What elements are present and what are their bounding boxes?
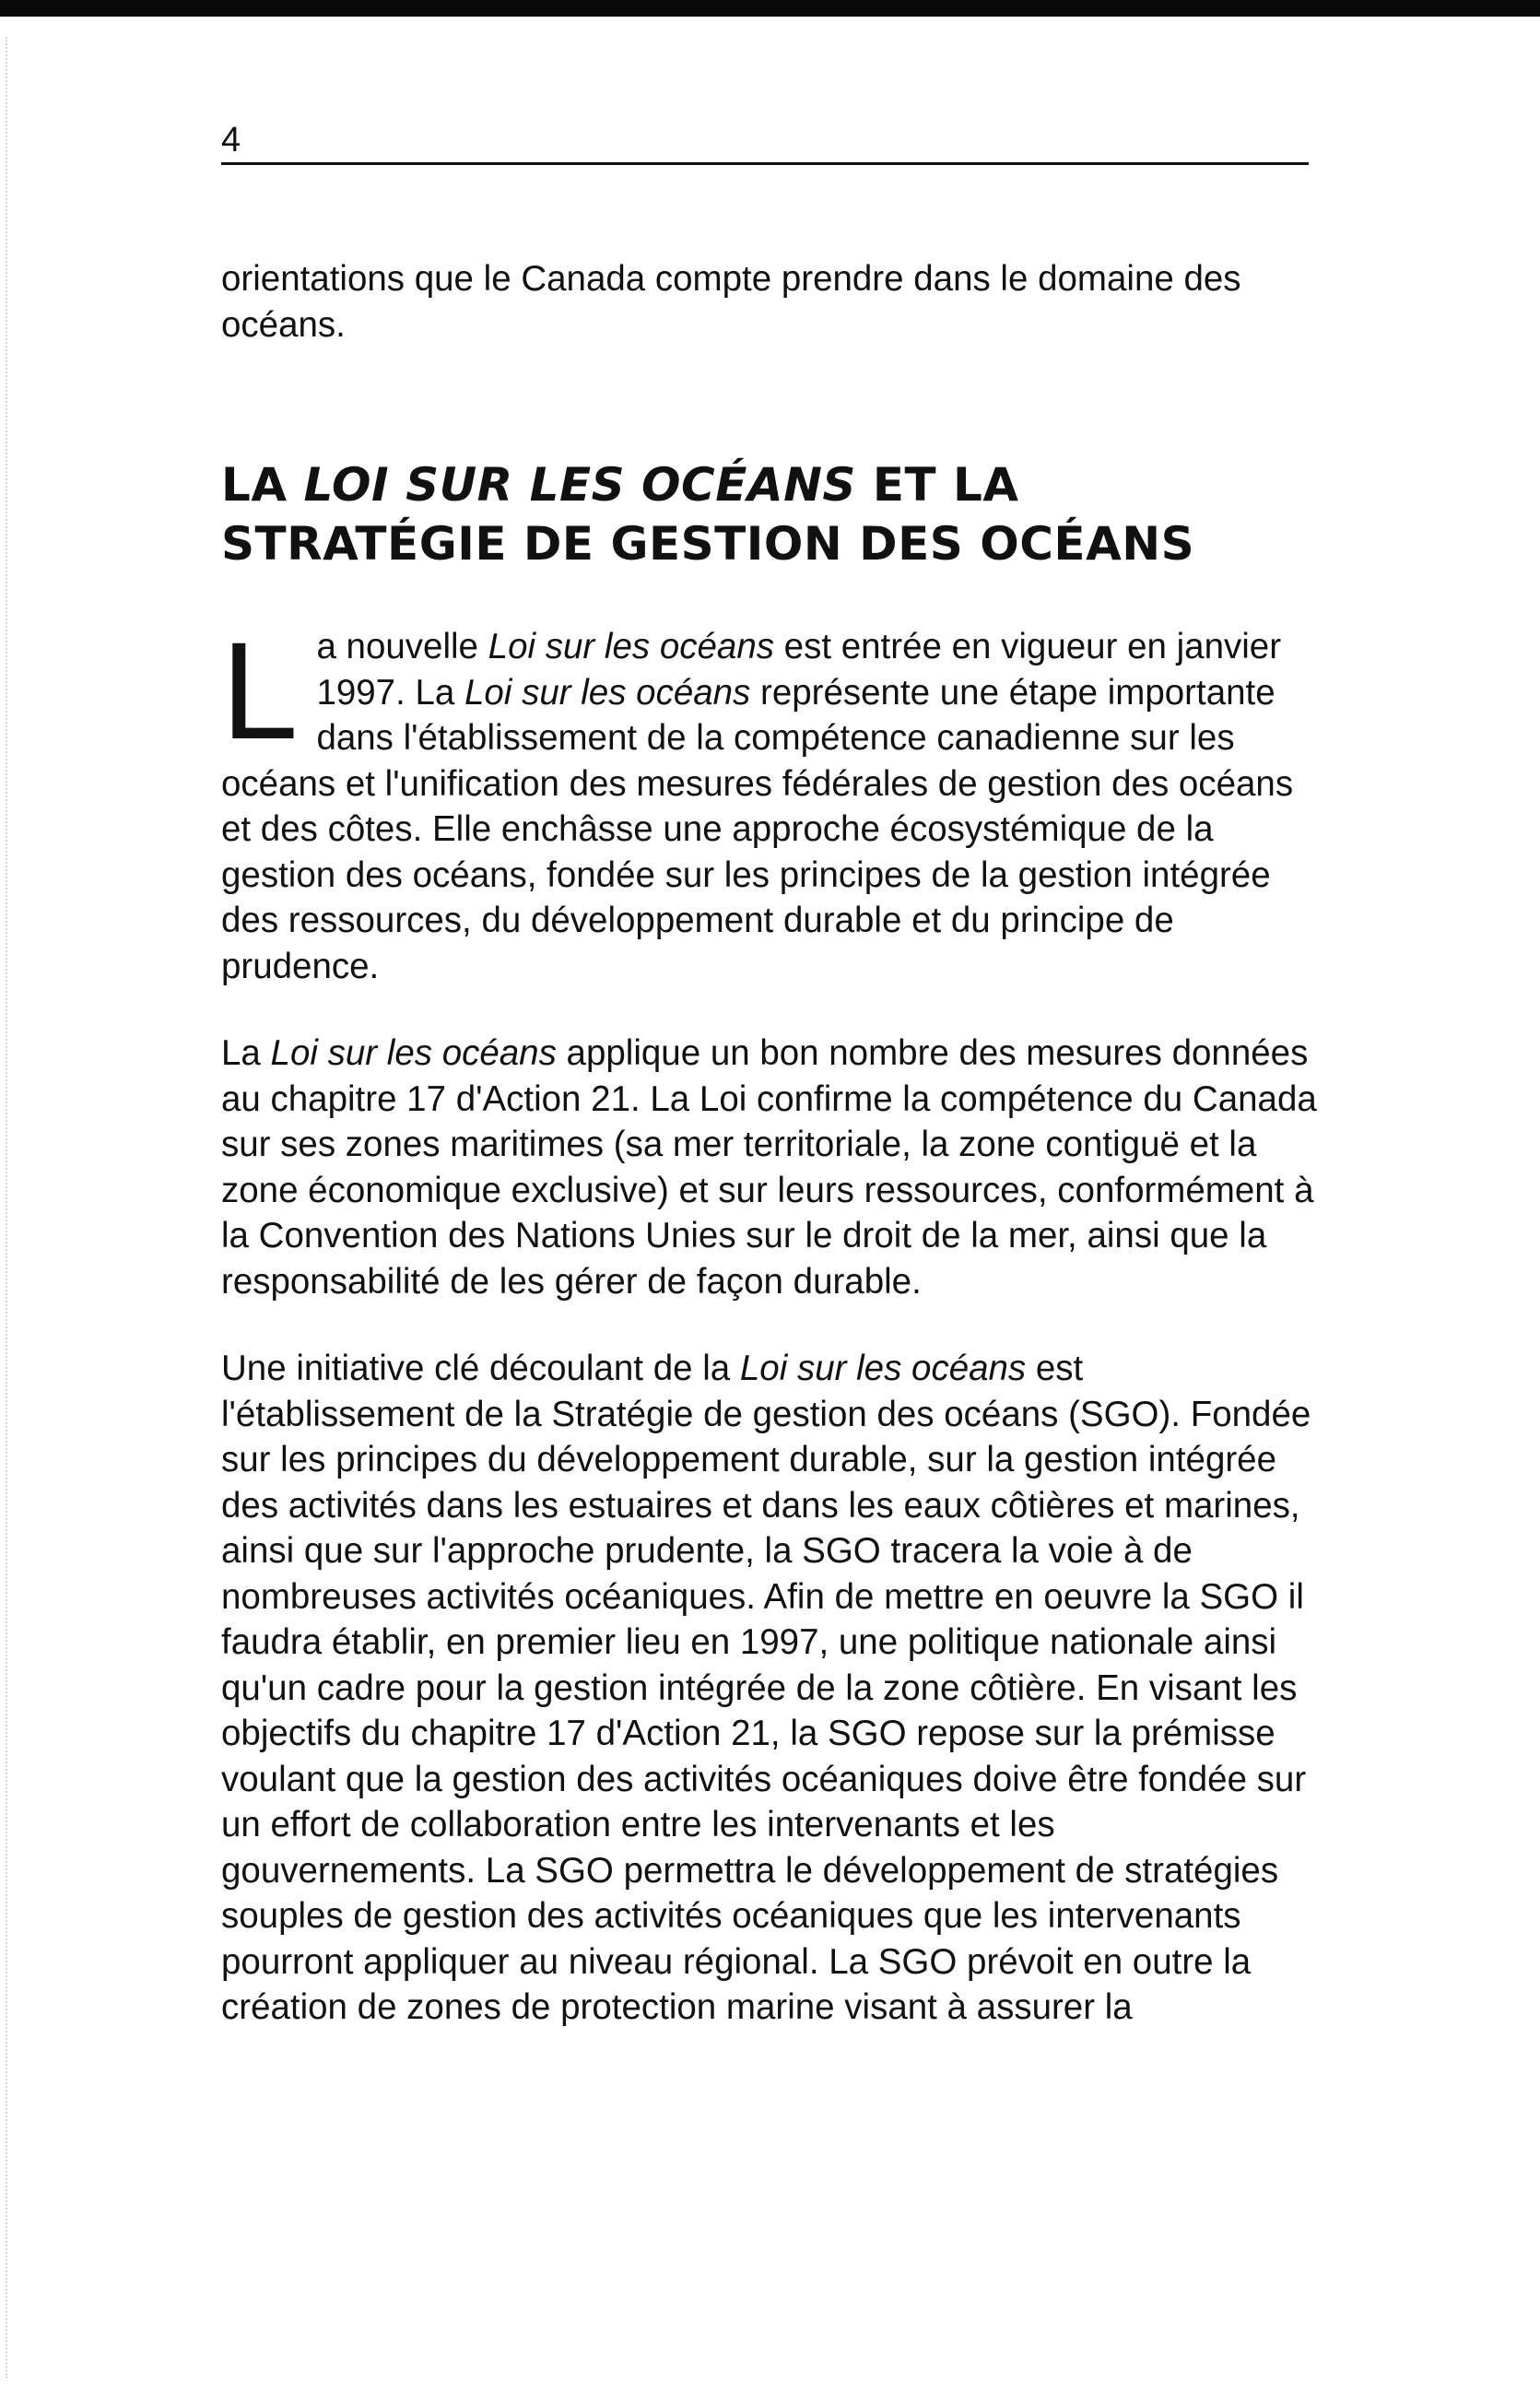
paragraph-3-italic-1: Loi sur les océans <box>739 1349 1027 1388</box>
intro-paragraph: orientations que le Canada compte prendre dans le domaine des océans. <box>221 259 1241 345</box>
paragraph-1-italic-2: Loi sur les océans <box>464 672 751 713</box>
drop-cap: L <box>221 613 299 768</box>
heading-line-1-end: ET LA <box>855 458 1019 512</box>
paragraph-2 <box>221 1031 1318 1304</box>
paragraph-1-text-2: est entrée en vigueur en janvier 1997. La <box>316 627 1282 713</box>
scan-top-border <box>0 0 1540 17</box>
paragraph-2-text-1: La <box>221 1033 271 1073</box>
page-header-rule <box>221 118 1309 165</box>
paragraph-3 <box>221 1346 1318 2031</box>
paragraph-2-italic-1: Loi sur les océans <box>270 1033 557 1073</box>
heading-line-1 <box>221 455 1318 514</box>
page-body <box>221 256 1318 2072</box>
heading-line-1-italic: LOI SUR LES OCÉANS <box>303 458 856 512</box>
paragraph-2-text-2: applique un bon nombre des mesures données au chapitre 17 d'Action 21. La Loi confirme la compétence du Canada sur ses zones maritimes (sa mer territoriale, la zone contiguë et la zone économique exclusive) et sur leurs ressources, conformément à la Convention des Nations Unies sur le droit de la mer, ainsi que la responsabilité de les gérer de façon durable. <box>221 1033 1317 1302</box>
paragraph-1-text-3: représente une étape importante dans l'établissement de la compétence canadienne sur les océans et l'unification des mesures fédérales de gestion des océans et des côtes. Elle enchâsse une approche écosystémique de la gestion des océans, fondée sur les principes de la gestion intégrée des ressources, du développement durable et du principe de prudence. <box>221 672 1294 986</box>
paragraph-1-italic-1: Loi sur les océans <box>488 627 774 666</box>
section-heading <box>221 455 1318 573</box>
page-number: 4 <box>221 121 241 159</box>
paragraph-1-text-1: a nouvelle <box>316 627 488 666</box>
heading-line-2: STRATÉGIE DE GESTION DES OCÉANS <box>221 517 1195 571</box>
paragraph-1 <box>221 613 1318 989</box>
scan-left-edge <box>6 37 10 2378</box>
paragraph-3-text-1: Une initiative clé découlant de la <box>221 1349 740 1388</box>
paragraph-3-text-2: est l'établissement de la Stratégie de gestion des océans (SGO). Fondée sur les principes du développement durable, sur la gestion intégrée des activités dans les estuaires et dans les eaux côtières et marines, ainsi que sur l'approche prudente, la SGO tracera la voie à de nombreuses activités océaniques. Afin de mettre en oeuvre la SGO il faudra établir, en premier lieu en 1997, une politique nationale ainsi qu'un cadre pour la gestion intégrée de la zone côtière. En visant les objectifs du chapitre 17 d'Action 21, la SGO repose sur la prémisse voulant que la gestion des activités océaniques doive être fondée sur un effort de collaboration entre les intervenants et les gouvernements. La SGO permettra le développement de stratégies souples de gestion des activités océaniques que les intervenants pourront appliquer au niveau régional. La SGO prévoit en outre la création de zones de protection marine visant à assurer la <box>221 1349 1311 2027</box>
heading-line-1-start: LA <box>221 458 304 512</box>
